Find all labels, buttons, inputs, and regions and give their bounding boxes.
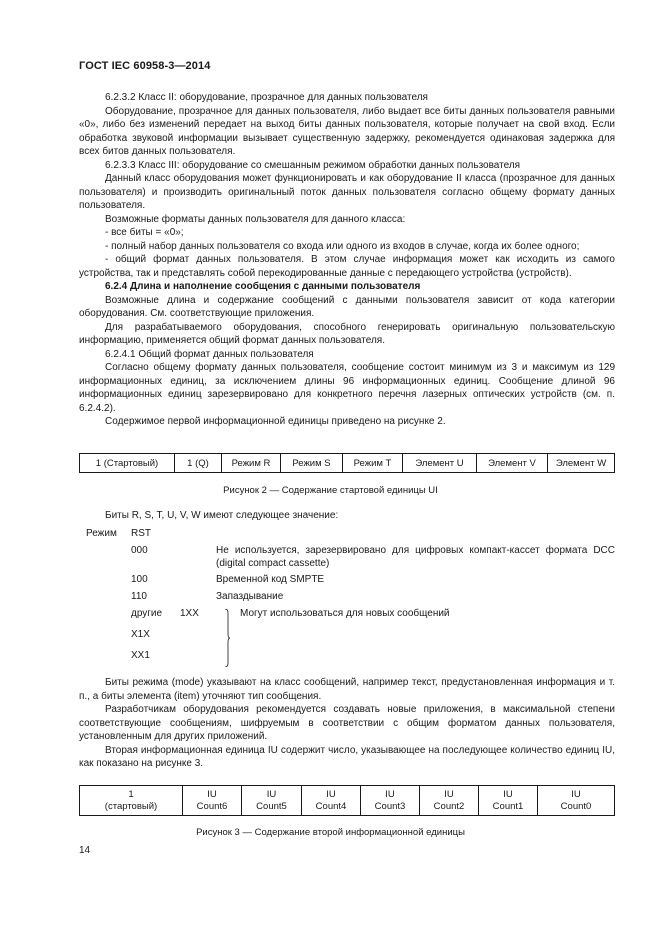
mode-code: X1X [131,629,150,640]
mode-code: 1XX [180,608,199,619]
table-cell [183,786,242,816]
table-cell: Режим R [222,454,281,473]
table-cell: Элемент U [403,454,477,473]
paragraph: Разработчикам оборудования рекомендуется создавать новые приложения, в максимальной степени соответствующие сообщениям, шифруемым в соответствии с общим форматом данных пользователя, установленным для других приложений. [79,704,615,742]
cell-line-1: IU [266,788,277,800]
mode-desc: Запаздывание [216,591,284,602]
table-cell: Режим S [281,454,343,473]
table-cell [479,786,538,816]
table-cell [242,786,302,816]
table-cell: Элемент V [477,454,548,473]
cell-line-2: Count1 [492,800,524,812]
list-item: - полный набор данных пользователя со входа или одного из входов в случае, когда их более одного; [105,240,580,252]
cell-line-1: IU [444,788,454,800]
section-heading: 6.2.4 Длина и наполнение сообщения с данными пользователя [105,281,421,292]
cell-line-1: IU [503,788,513,800]
cell-line-1: IU [571,788,581,800]
table-cell [302,786,361,816]
paragraph: Биты режима (mode) указывают на класс сообщений, например текст, предустановленная информация и т. п., а биты элемента (item) уточняют тип сообщения. [79,677,615,702]
cell-line-2: Count2 [433,800,465,812]
cell-line-2: Count0 [560,800,592,812]
table-cell [361,786,420,816]
paragraph: Оборудование, прозрачное для данных пользователя, либо выдает все биты данных пользователя равными «0», либо без изменений передает на выход биты данных пользователя, которые получает на свой вход. Если обработка звуковой информации вызывает существенную задержку, рекомендуется одинаковая задержка для всех битов данных пользователя. [79,105,615,157]
list-item: - все биты = «0»; [105,227,184,238]
text-block-2 [79,676,615,771]
others-desc: Могут использоваться для новых сообщений [240,608,450,619]
table-cell [80,786,183,816]
curly-brace [224,609,230,667]
text-block-1 [79,91,615,429]
cell-line-2: Count6 [196,800,228,812]
others-label: другие [131,608,163,619]
mode-desc: Временной код SMPTE [216,574,325,585]
table-cell [538,786,615,816]
mode-desc: Не используется, зарезервировано для цифровых компакт-кассет формата DCC (digital compact cassette) [216,545,615,569]
subsection-heading: 6.2.4.1 Общий формат данных пользователя [105,348,314,360]
cell-line-1: IU [207,788,217,800]
cell-line-2: Count3 [374,800,406,812]
cell-line-2: Count4 [315,800,347,812]
figure-3-table [79,785,615,816]
mode-code: 000 [131,545,148,556]
document-header: ГОСТ IEC 60958-3—2014 [79,60,211,72]
list-item: - общий формат данных пользователя. В этом случае информация может как исходить из самого устройства, так и представлять собой перекодированные данные с передающего устройства (устройств). [79,254,615,279]
paragraph: Содержимое первой информационной единицы приведено на рисунке 2. [105,416,446,427]
cell-line-2: Count5 [256,800,287,812]
paragraph: Вторая информационная единица IU содержит число, указывающее на последующее количество единиц IU, как показано на рисунке 3. [79,744,615,769]
table-row [80,786,615,816]
mode-code: XX1 [131,650,150,661]
paragraph: Возможные длина и содержание сообщений с данными пользователя зависит от кода категории оборудования. См. соответствующие приложения. [79,294,615,319]
table-cell: Элемент W [548,454,615,473]
table-cell: 1 (Q) [175,454,222,473]
table-cell: 1 (Стартовый) [80,454,175,473]
page-number: 14 [79,845,91,856]
figure-3-caption: Рисунок 3 — Содержание второй информационной единицы [196,827,465,838]
paragraph: Возможные форматы данных пользователя для данного класса: [105,213,406,225]
figure-2-table [79,453,615,473]
mode-code: 100 [131,574,148,585]
cell-line-1: IU [385,788,395,800]
mode-code: 110 [131,591,147,602]
mode-column-label: Режим [86,528,117,539]
subsection-heading: 6.2.3.2 Класс II: оборудование, прозрачное для данных пользователя [105,92,428,103]
table-row [80,454,615,473]
subsection-heading: 6.2.3.3 Класс III: оборудование со смешанным режимом обработки данных пользователя [105,159,521,171]
cell-line-1: 1 [128,788,134,800]
paragraph: Для разрабатываемого оборудования, способного генерировать оригинальную пользовательскую информацию, применяется общий формат данных пользователя. [79,321,615,346]
table-cell [420,786,479,816]
cell-line-2: (стартовый) [104,800,158,812]
paragraph: Данный класс оборудования может функционировать и как оборудование II класса (прозрачное для данных пользователя) и производить оригинальный поток данных пользователя согласно общему формату данных пользователя. [79,173,615,211]
table-cell: Режим T [343,454,403,473]
cell-line-1: IU [326,788,336,800]
paragraph: Согласно общему формату данных пользователя, сообщение состоит минимум из 3 и максимум из 129 информационных единиц, за исключением длины 96 информационных единиц. Сообщение длиной 96 информационных единиц зарезервировано для конкретного перечня лазерных оптических устройств (см. п. 6.2.4.2). [79,362,615,414]
rst-column-label: RST [131,528,151,539]
bits-intro: Биты R, S, T, U, V, W имеют следующее значение: [105,510,339,521]
figure-2-caption: Рисунок 2 — Содержание стартовой единицы UI [223,485,438,496]
